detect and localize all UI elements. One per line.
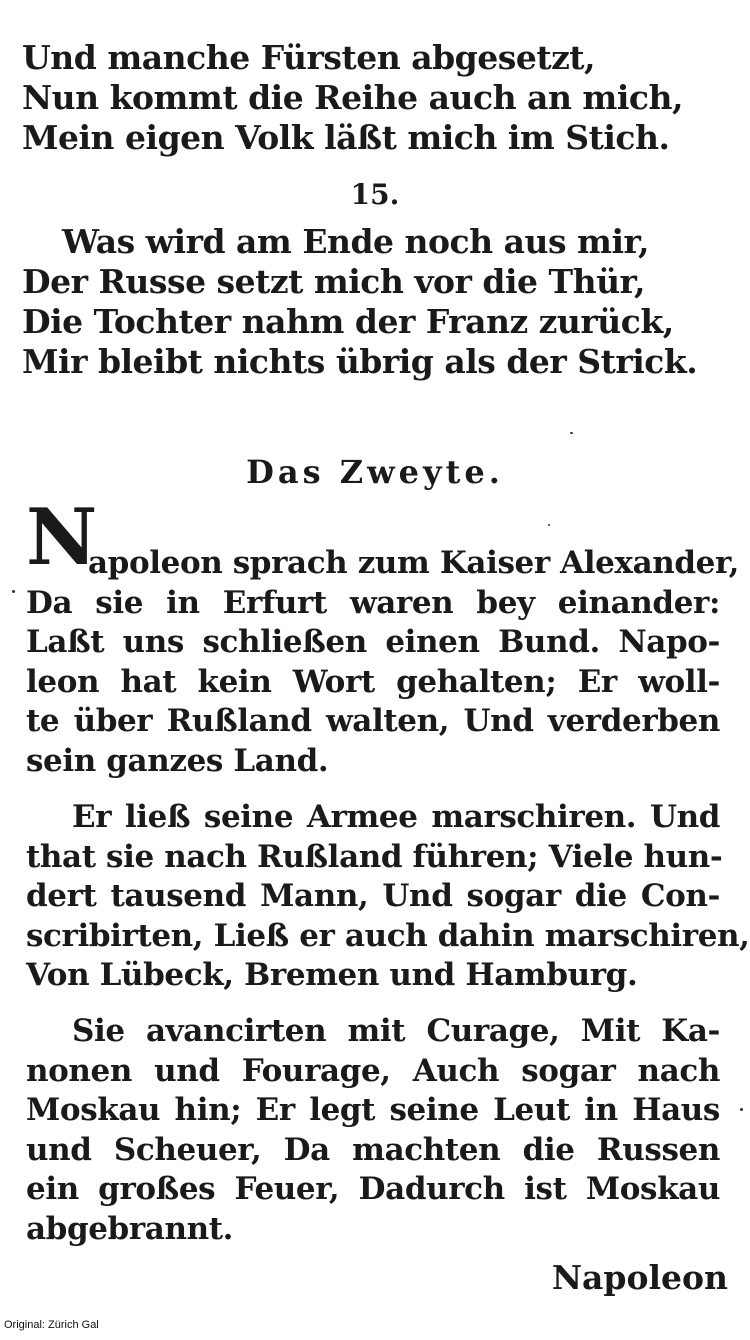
- drop-cap: N: [26, 492, 97, 583]
- scan-speck: [548, 524, 550, 526]
- paragraph-line: Moskau hin; Er legt seine Leut in Haus: [26, 1092, 720, 1128]
- paragraph-line: that sie nach Rußland führen; Viele hun-: [26, 838, 723, 875]
- scan-speck: [570, 432, 573, 434]
- verse-line: Und manche Fürsten abgesetzt,: [22, 38, 596, 77]
- paragraph-line: te über Rußland walten, Und verderben: [26, 703, 720, 739]
- paragraph-line: Sie avancirten mit Curage, Mit Ka-: [72, 1013, 720, 1049]
- paragraph-3: [26, 1012, 720, 1249]
- paragraph-line: Da sie in Erfurt waren bey einander:: [26, 584, 720, 621]
- verse-15: [22, 222, 722, 382]
- paragraph-line: leon hat kein Wort gehalten; Er woll-: [26, 663, 720, 700]
- paragraph-line: Laßt uns schließen einen Bund. Napo-: [26, 624, 720, 660]
- verse-line: Nun kommt die Reihe auch an mich,: [22, 78, 683, 117]
- paragraph-line: dert tausend Mann, Und sogar die Con-: [26, 878, 720, 914]
- verse-line: Mein eigen Volk läßt mich im Stich.: [22, 118, 670, 157]
- verse-14-ending: [22, 38, 722, 158]
- verse-line: Der Russe setzt mich vor die Thür,: [22, 262, 646, 301]
- signature: Napoleon: [551, 1258, 728, 1297]
- paragraph-line: und Scheuer, Da machten die Russen: [26, 1131, 720, 1168]
- source-credit: Original: Zürich Gal: [4, 1319, 99, 1331]
- paragraph-line-text: apoleon sprach zum Kaiser Alexander,: [88, 545, 740, 581]
- verse-line: Mir bleibt nichts übrig als der Strick.: [22, 342, 698, 381]
- paragraph-line: ein großes Feuer, Dadurch ist Moskau: [26, 1171, 720, 1207]
- paragraph-line: sein ganzes Land.: [26, 742, 329, 779]
- paragraph-line: scribirten, Ließ er auch dahin marschiren,: [26, 917, 750, 954]
- verse-number: 15.: [350, 178, 400, 211]
- paragraph-first-line: [26, 492, 740, 584]
- verse-line: Was wird am Ende noch aus mir,: [62, 222, 649, 261]
- scan-speck: [12, 590, 15, 593]
- paragraph-line: abgebrannt.: [26, 1210, 234, 1247]
- paragraph-line: nonen und Fourage, Auch sogar nach: [26, 1052, 720, 1089]
- scan-speck: [740, 1108, 743, 1111]
- verse-line: Die Tochter nahm der Franz zurück,: [22, 302, 674, 341]
- section-heading: Das Zweyte.: [246, 453, 504, 491]
- paragraph-line: Er ließ seine Armee marschiren. Und: [72, 799, 720, 835]
- paragraph-2: [26, 798, 750, 996]
- paragraph-line: Von Lübeck, Bremen und Hamburg.: [26, 957, 638, 993]
- paragraph-1: [26, 492, 740, 781]
